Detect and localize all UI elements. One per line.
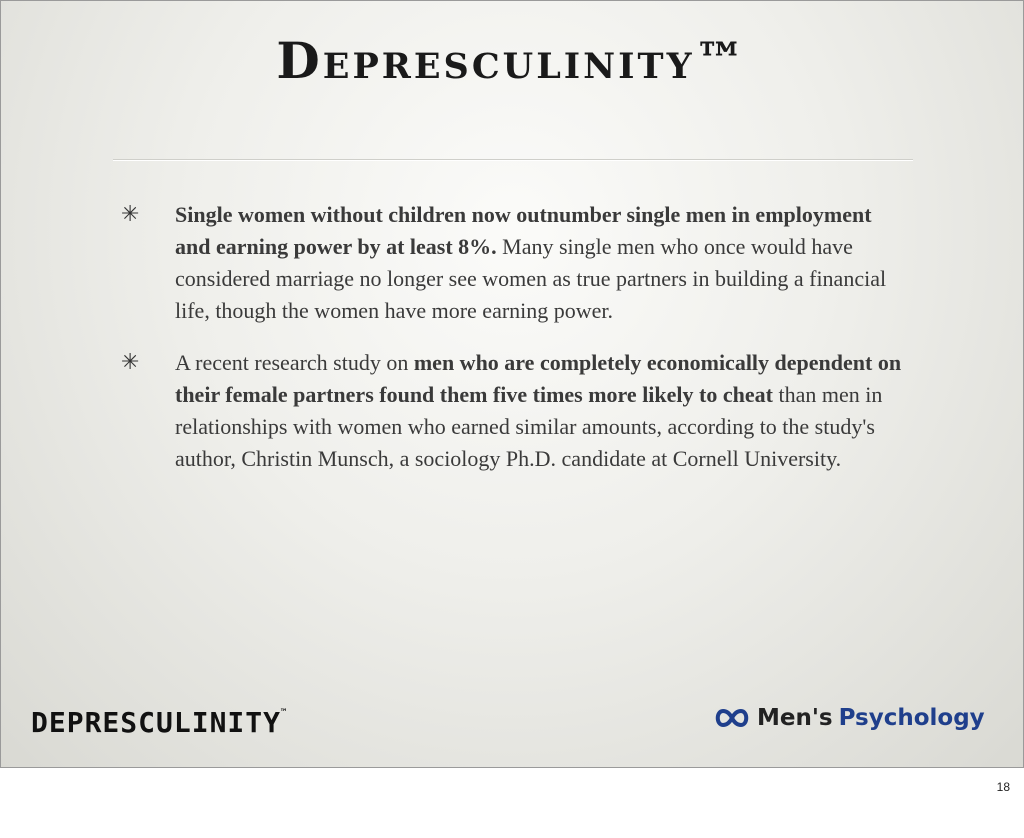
bullet-item	[121, 199, 911, 327]
asterisk-bullet-icon: ✳	[121, 202, 140, 227]
bullet-bold-text: Single women without children now outnumber single men in employment and earning power by at least 8%.	[175, 202, 872, 259]
asterisk-bullet-icon: ✳	[121, 350, 140, 375]
bullet-lead-text: A recent research study on	[175, 350, 414, 375]
brand-psychology-text: Psychology	[838, 705, 985, 731]
title-divider	[113, 159, 913, 160]
bullet-item	[121, 347, 911, 475]
slide-title: Depresculinity™	[276, 31, 748, 90]
bullet-text	[175, 347, 911, 475]
depresculinity-logo-text: DEPRESCULINITY	[31, 706, 282, 739]
trademark-mark: ™	[281, 708, 287, 718]
mens-psychology-logo	[713, 705, 985, 731]
brand-mens-text: Men's	[757, 705, 833, 731]
bullet-text	[175, 199, 911, 327]
infinity-logo-icon	[713, 707, 751, 729]
page-number: 18	[996, 780, 1010, 794]
bullet-regular-text: Many single men who once would have considered marriage no longer see women as true partners in building a financial life, though the women have more earning power.	[175, 234, 887, 323]
depresculinity-logo	[31, 706, 286, 739]
bullet-regular-text: than men in relationships with women who earned similar amounts, according to the study's author, Christin Munsch, a sociology Ph.D. candidate at Cornell University.	[175, 382, 883, 471]
bullet-list	[121, 199, 911, 495]
bullet-bold-text: men who are completely economically dependent on their female partners found them five times more likely to cheat	[175, 350, 902, 407]
